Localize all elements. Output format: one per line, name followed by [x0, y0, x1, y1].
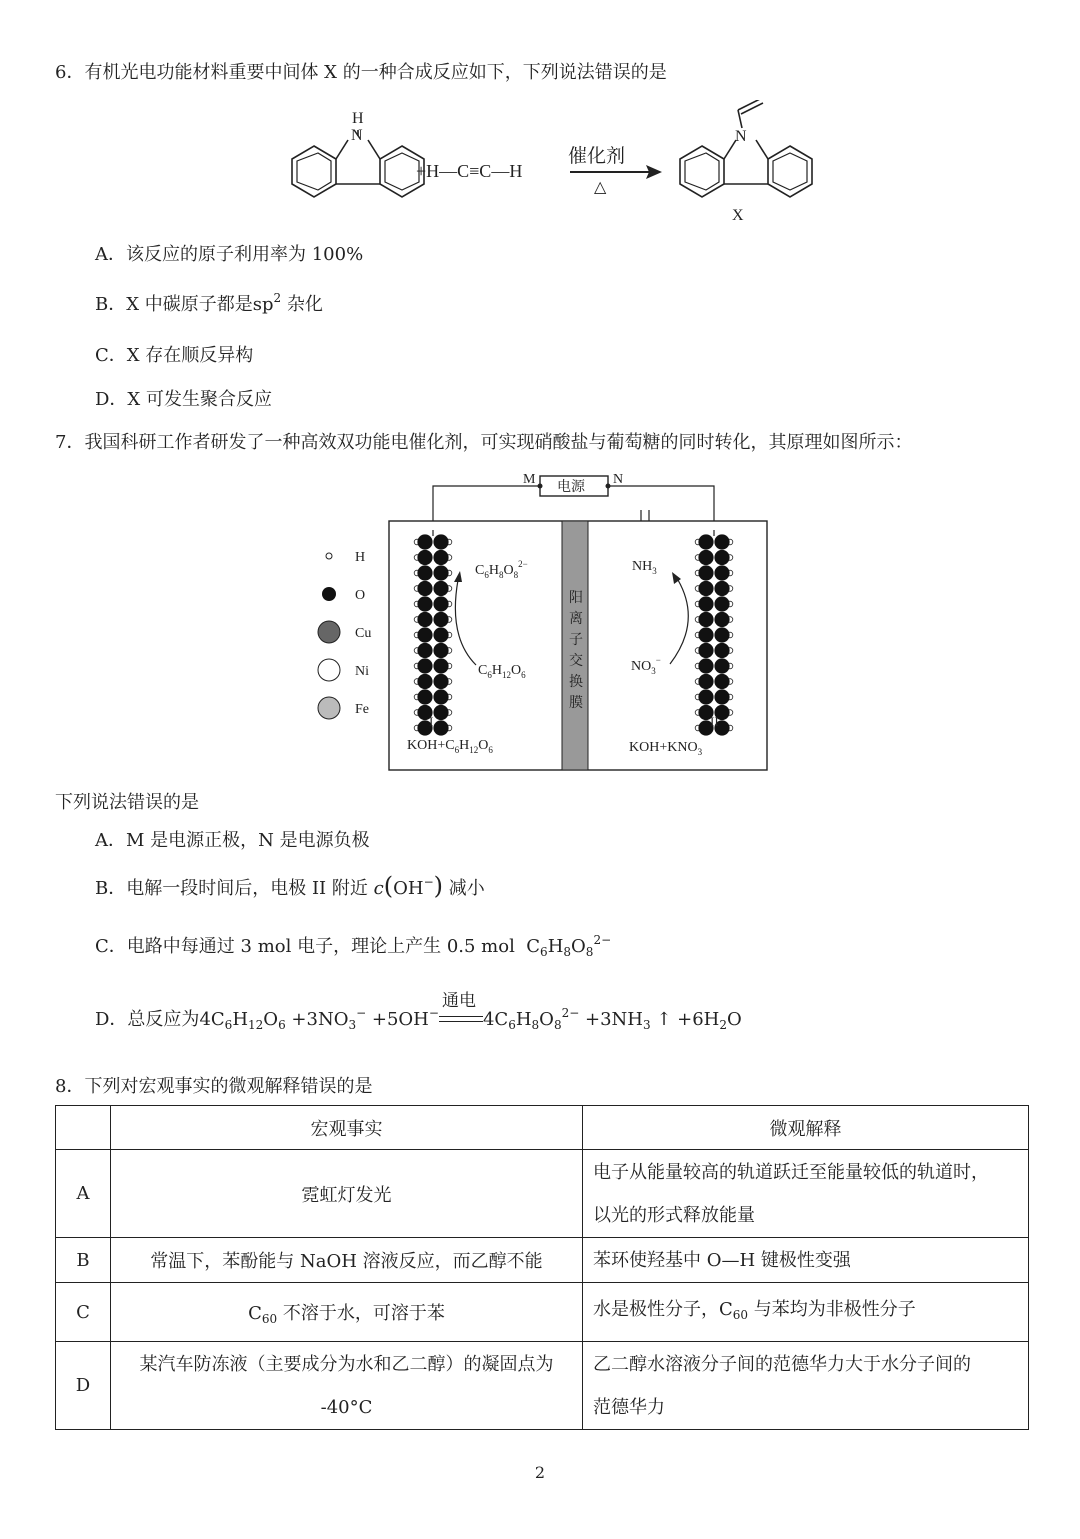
q6-option-c: C．X 存在顺反异构: [95, 345, 254, 366]
page-number: 2: [534, 1463, 546, 1482]
oxygen-atom: [714, 596, 729, 611]
oxygen-atom: [714, 689, 729, 704]
q8-table: [55, 1105, 1029, 1430]
oxygen-atom: [714, 643, 729, 658]
oxygen-atom: [433, 720, 448, 735]
electrolysis-diagram: [310, 462, 780, 774]
electrode-ii-label: II: [710, 714, 719, 729]
oxygen-atom: [698, 689, 713, 704]
oxygen-atom: [433, 689, 448, 704]
oxygen-atom: [433, 658, 448, 673]
q6-reaction-scheme: [270, 100, 830, 230]
oxygen-atom: [433, 581, 448, 596]
oxygen-atom: [698, 658, 713, 673]
reactant-n-label: N: [351, 127, 363, 144]
oxygen-atom: [698, 674, 713, 689]
q7-stem: 7．我国科研工作者研发了一种高效双功能电催化剂，可实现硝酸盐与葡萄糖的同时转化，其原理如图所示：: [55, 432, 913, 453]
svg-text:O: O: [355, 588, 366, 603]
q7-option-a: A．M 是电源正极，N 是电源负极: [95, 830, 370, 851]
oxygen-atom: [417, 674, 432, 689]
oxygen-atom: [433, 705, 448, 720]
terminal-n-label: N: [613, 472, 624, 487]
svg-text:离: 离: [569, 612, 583, 627]
q8-stem: 8．下列对宏观事实的微观解释错误的是: [55, 1076, 373, 1097]
svg-text:Ni: Ni: [355, 664, 369, 679]
q6-stem: 6．有机光电功能材料重要中间体 X 的一种合成反应如下，下列说法错误的是: [55, 62, 667, 83]
power-label: 电源: [557, 480, 585, 495]
q7-option-d: D．总反应为$4C_6H_{12}O_6 +3NO_3^- +5OH^-$ 通电 $4C_6H_8O_8^{2-} +3NH_3$ ↑ $+6H_2O$: [95, 991, 742, 1032]
oxygen-atom: [417, 612, 432, 627]
svg-text:膜: 膜: [569, 696, 583, 711]
oxygen-atom: [417, 596, 432, 611]
oxygen-atom: [433, 596, 448, 611]
table-row: C $C_{60}$ 不溶于水，可溶于苯 水是极性分子，$C_{60}$ 与苯均为非极性分子: [56, 1283, 1029, 1342]
oxygen-atom: [698, 627, 713, 642]
oxygen-atom: [698, 643, 713, 658]
table-row: A 霓虹灯发光 电子从能量较高的轨道跃迁至能量较低的轨道时， 以光的形式释放能量: [56, 1150, 1029, 1238]
oxygen-atom: [714, 550, 729, 565]
svg-text:交: 交: [569, 654, 583, 669]
reactant-h-label: H: [352, 110, 364, 127]
oxygen-atom: [714, 627, 729, 642]
product-n-label: N: [735, 128, 747, 145]
oxygen-atom: [417, 643, 432, 658]
oxygen-atom: [417, 565, 432, 580]
svg-text:阳: 阳: [569, 591, 583, 606]
q6-option-a: A．该反应的原子利用率为 100%: [95, 244, 364, 265]
oxygen-atom: [433, 674, 448, 689]
glucose-label: $C_6H_{12}O_6$: [478, 663, 526, 680]
q6-option-b: B．X 中碳原子都是$sp^2$ 杂化: [95, 291, 323, 315]
oxygen-atom: [714, 581, 729, 596]
table-row: D 某汽车防冻液（主要成分为水和乙二醇）的凝固点为 -40°C 乙二醇水溶液分子间的范德华力大于水分子间的 范德华力: [56, 1342, 1029, 1430]
left-solution-label: $KOH+C_6H_{12}O_6$: [407, 738, 493, 755]
glucaric-ion-label: $C_6H_8O_8^{2-}$: [475, 559, 528, 580]
oxygen-atom: [714, 612, 729, 627]
oxygen-atom: [433, 565, 448, 580]
oxygen-atom: [433, 627, 448, 642]
q7-option-c: C．电路中每通过 3 mol 电子，理论上产生 0.5 mol $C_6H_8O_8^{2-}$: [95, 933, 612, 959]
right-solution-label: $KOH+KNO_3$: [629, 740, 703, 757]
q7-question: 下列说法错误的是: [55, 792, 199, 813]
acetylene-formula: +H—C≡C—H: [416, 161, 523, 181]
svg-text:子: 子: [569, 633, 583, 648]
oxygen-atom: [417, 550, 432, 565]
oxygen-atom: [698, 581, 713, 596]
oxygen-atom: [698, 596, 713, 611]
oxygen-atom: [698, 612, 713, 627]
table-header-row: 宏观事实 微观解释: [56, 1106, 1029, 1150]
svg-text:Cu: Cu: [355, 626, 372, 641]
oxygen-atom: [714, 658, 729, 673]
oxygen-atom: [698, 565, 713, 580]
oxygen-atom: [417, 658, 432, 673]
oxygen-atom: [433, 550, 448, 565]
product-x-label: X: [732, 207, 744, 224]
heat-symbol: △: [594, 179, 607, 196]
svg-text:H: H: [355, 550, 366, 565]
oxygen-atom: [433, 643, 448, 658]
oxygen-atom: [698, 550, 713, 565]
q7-option-b: B．电解一段时间后，电极 II 附近 c(OH−) 减小: [95, 872, 485, 900]
oxygen-atom: [417, 689, 432, 704]
svg-text:Fe: Fe: [355, 702, 369, 717]
nitrate-label: $NO_3^-$: [631, 655, 661, 676]
atom-legend: [318, 550, 371, 719]
oxygen-atom: [698, 534, 713, 549]
oxygen-atom: [417, 534, 432, 549]
table-row: B 常温下，苯酚能与 NaOH 溶液反应，而乙醇不能 苯环使羟基中 O—H 键极性变强: [56, 1238, 1029, 1283]
oxygen-atom: [714, 565, 729, 580]
oxygen-atom: [417, 627, 432, 642]
vinylcarbazole-structure: [680, 100, 812, 197]
oxygen-atom: [714, 534, 729, 549]
electrode-i-label: I: [429, 714, 434, 729]
oxygen-atom: [433, 612, 448, 627]
q6-option-d: D．X 可发生聚合反应: [95, 389, 272, 410]
oxygen-atom: [714, 674, 729, 689]
svg-text:换: 换: [569, 675, 583, 690]
oxygen-atom: [417, 581, 432, 596]
terminal-m-label: M: [523, 472, 536, 487]
catalyst-label: 催化剂: [568, 146, 626, 167]
oxygen-atom: [433, 534, 448, 549]
ammonia-label: $NH_3$: [632, 559, 657, 576]
